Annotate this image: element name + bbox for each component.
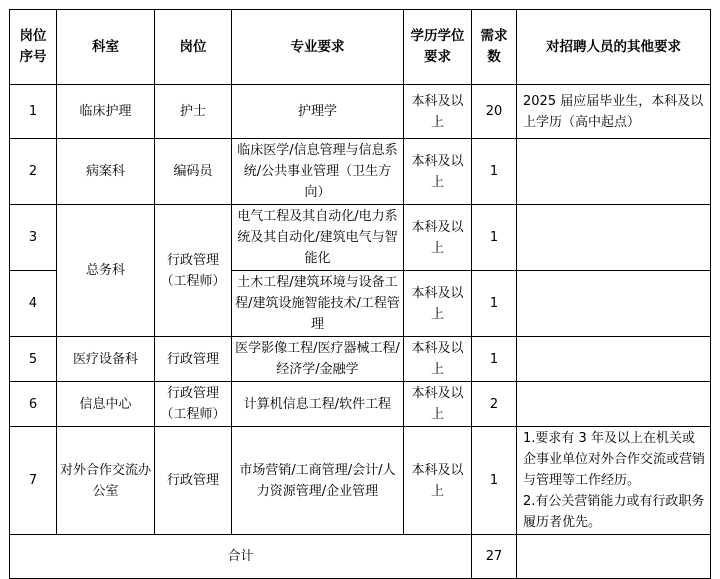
header-post-no: 岗位序号: [10, 10, 57, 85]
table-row: [10, 139, 711, 205]
row-major: 临床医学/信息管理与信息系统/公共事业管理（卫生方向）: [232, 139, 404, 205]
row-count: 1: [472, 427, 517, 535]
row-no: 5: [10, 337, 57, 382]
header-other: 对招聘人员的其他要求: [517, 10, 711, 85]
row-other: [517, 427, 711, 535]
row-no: 2: [10, 139, 57, 205]
row-other: [517, 205, 711, 271]
row-major: 市场营销/工商管理/会计/人力资源管理/企业管理: [232, 427, 404, 535]
row-major: 医学影像工程/医疗器械工程/经济学/金融学: [232, 337, 404, 382]
row-count: 1: [472, 271, 517, 337]
table-row: [10, 427, 711, 535]
total-count: 27: [472, 535, 517, 579]
row-no: 3: [10, 205, 57, 271]
requirement-line: 1.要求有 3 年及以上在机关或企事业单位对外合作交流或营销与管理等工作经历。: [523, 431, 706, 488]
row-count: 1: [472, 205, 517, 271]
row-education: 本科及以上: [404, 205, 472, 271]
row-education: 本科及以上: [404, 427, 472, 535]
row-position: 护士: [155, 85, 232, 139]
row-department: 对外合作交流办公室: [57, 427, 155, 535]
row-position: 行政管理（工程师）: [155, 382, 232, 427]
row-position: 编码员: [155, 139, 232, 205]
row-major: 护理学: [232, 85, 404, 139]
header-position: 岗位: [155, 10, 232, 85]
row-education: 本科及以上: [404, 382, 472, 427]
recruitment-table: [9, 9, 711, 579]
row-position: 行政管理: [155, 427, 232, 535]
total-other: [517, 535, 711, 579]
row-education: 本科及以上: [404, 337, 472, 382]
row-count: 20: [472, 85, 517, 139]
row-no: 1: [10, 85, 57, 139]
row-no: 7: [10, 427, 57, 535]
row-department: 信息中心: [57, 382, 155, 427]
row-major: 土木工程/建筑环境与设备工程/建筑设施智能技术/工程管理: [232, 271, 404, 337]
row-education: 本科及以上: [404, 139, 472, 205]
row-other: [517, 139, 711, 205]
header-education: 学历学位要求: [404, 10, 472, 85]
row-department: 病案科: [57, 139, 155, 205]
requirement-line: 2.有公关营销能力或有行政职务履历者优先。: [523, 494, 705, 530]
row-count: 1: [472, 337, 517, 382]
table-row: [10, 337, 711, 382]
table-row: [10, 205, 711, 271]
row-other: 2025 届应届毕业生，本科及以上学历（高中起点）: [517, 85, 711, 139]
table-row: [10, 85, 711, 139]
table-row: [10, 382, 711, 427]
row-major: 计算机信息工程/软件工程: [232, 382, 404, 427]
total-row: [10, 535, 711, 579]
header-row: [10, 10, 711, 85]
row-department: 总务科: [57, 205, 155, 337]
row-education: 本科及以上: [404, 85, 472, 139]
header-major: 专业要求: [232, 10, 404, 85]
row-other: [517, 337, 711, 382]
total-label: 合计: [10, 535, 472, 579]
header-count: 需求数: [472, 10, 517, 85]
row-position: 行政管理（工程师）: [155, 205, 232, 337]
row-position: 行政管理: [155, 337, 232, 382]
row-department: 医疗设备科: [57, 337, 155, 382]
row-department: 临床护理: [57, 85, 155, 139]
row-major: 电气工程及其自动化/电力系统及其自动化/建筑电气与智能化: [232, 205, 404, 271]
row-no: 4: [10, 271, 57, 337]
row-other: [517, 271, 711, 337]
row-education: 本科及以上: [404, 271, 472, 337]
row-other: [517, 382, 711, 427]
row-no: 6: [10, 382, 57, 427]
row-count: 1: [472, 139, 517, 205]
header-department: 科室: [57, 10, 155, 85]
row-count: 2: [472, 382, 517, 427]
